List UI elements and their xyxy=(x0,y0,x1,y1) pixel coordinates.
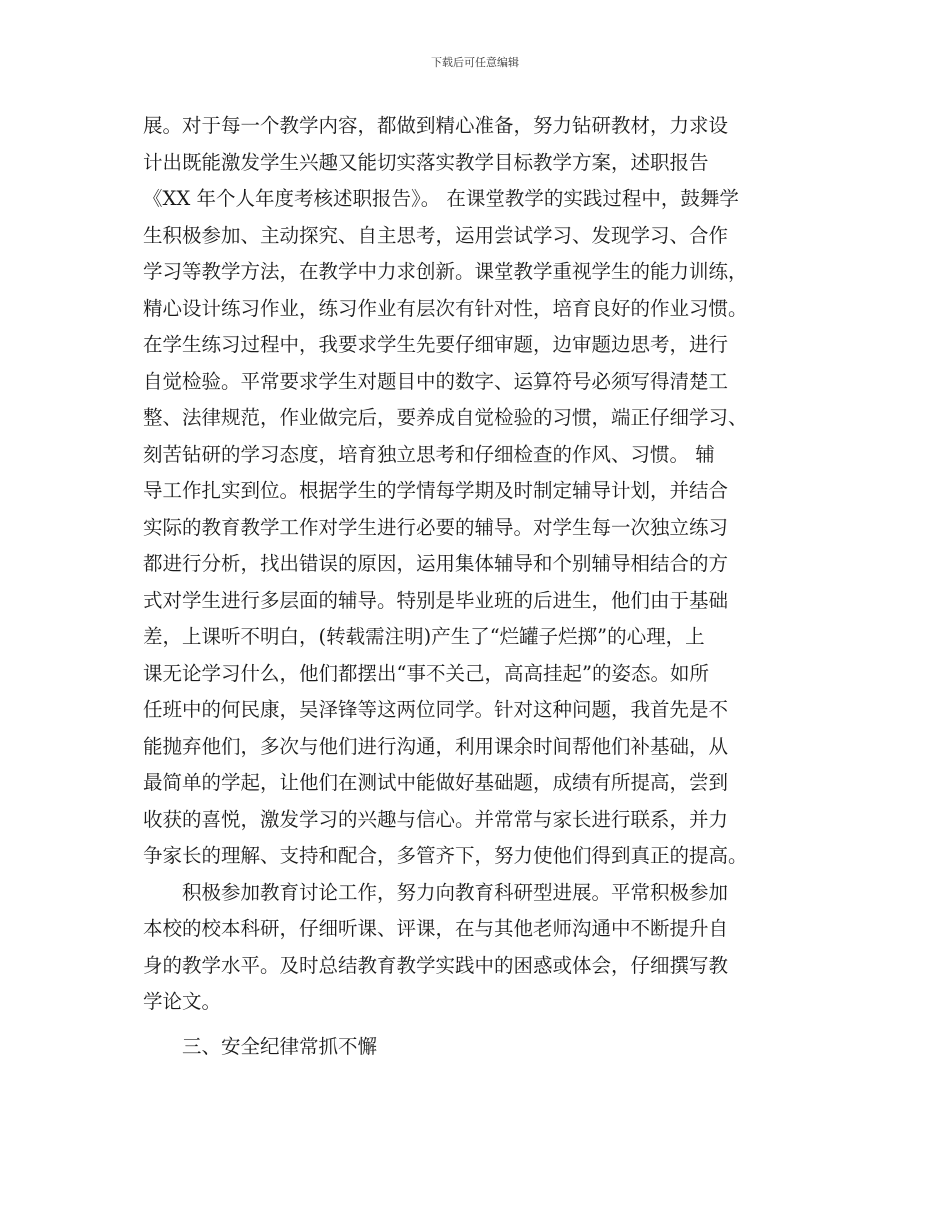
text-line: 学习等教学方法，在教学中力求创新。课堂教学重视学生的能力训练， xyxy=(143,260,748,283)
text-line: 最简单的学起，让他们在测试中能做好基础题，成绩有所提高，尝到 xyxy=(143,771,729,794)
text-line: 任班中的何民康，吴泽锋等这两位同学。针对这种问题，我首先是不 xyxy=(143,698,729,721)
text-line: 生积极参加、主动探究、自主思考，运用尝试学习、发现学习、合作 xyxy=(143,223,729,247)
text-line: 刻苦钻研的学习态度，培育独立思考和仔细检查的作风、习惯。 辅 xyxy=(143,442,715,466)
page-header: 下载后可任意编辑 xyxy=(431,56,519,69)
text-line: 《XX 年个人年度考核述职报告》。 在课堂教学的实践过程中，鼓舞学 xyxy=(143,187,739,210)
text-line: 课无论学习什么，他们都摆出“事不关己，高高挂起”的姿态。如所 xyxy=(143,661,709,685)
text-line: 本校的校本科研，仔细听课、评课，在与其他老师沟通中不断提升自 xyxy=(143,917,729,940)
text-line: 都进行分析，找出错误的原因，运用集体辅导和个别辅导相结合的方 xyxy=(143,552,729,575)
section-heading: 三、安全纪律常抓不懈 xyxy=(143,1034,378,1058)
text-line: 式对学生进行多层面的辅导。特别是毕业班的后进生，他们由于基础 xyxy=(143,588,729,612)
text-line: 差，上课听不明白，(转载需注明)产生了“烂罐子烂掷”的心理，上 xyxy=(143,625,705,648)
paragraph-gap xyxy=(143,1021,813,1029)
paragraph-2 xyxy=(143,875,813,1021)
text-line: 展。对于每一个教学内容，都做到精心准备，努力钻研教材，力求设 xyxy=(143,114,729,137)
text-line: 计出既能激发学生兴趣又能切实落实教学目标教学方案，述职报告 xyxy=(143,150,709,174)
text-line: 精心设计练习作业，练习作业有层次有针对性，培育良好的作业习惯。 xyxy=(143,296,748,320)
text-line: 自觉检验。平常要求学生对题目中的数字、运算符号必须写得清楚工 xyxy=(143,369,729,393)
text-line: 能抛弃他们，多次与他们进行沟通，利用课余时间帮他们补基础，从 xyxy=(143,734,729,758)
text-line: 在学生练习过程中，我要求学生先要仔细审题，边审题边思考，进行 xyxy=(143,333,729,356)
text-line: 争家长的理解、支持和配合，多管齐下，努力使他们得到真正的提高。 xyxy=(143,844,748,867)
paragraph-1 xyxy=(143,108,813,875)
text-line: 导工作扎实到位。根据学生的学情每学期及时制定辅导计划，并结合 xyxy=(143,479,729,502)
text-line: 积极参加教育讨论工作，努力向教育科研型进展。平常积极参加 xyxy=(143,880,729,904)
text-line: 实际的教育教学工作对学生进行必要的辅导。对学生每一次独立练习 xyxy=(143,515,729,539)
text-line: 身的教学水平。及时总结教育教学实践中的困惑或体会，仔细撰写教 xyxy=(143,953,729,977)
text-line: 整、法律规范，作业做完后，要养成自觉检验的习惯，端正仔细学习、 xyxy=(143,406,748,429)
text-line: 学论文。 xyxy=(143,990,222,1013)
text-line: 收获的喜悦，激发学习的兴趣与信心。并常常与家长进行联系，并力 xyxy=(143,807,729,831)
document-body xyxy=(143,108,813,1065)
